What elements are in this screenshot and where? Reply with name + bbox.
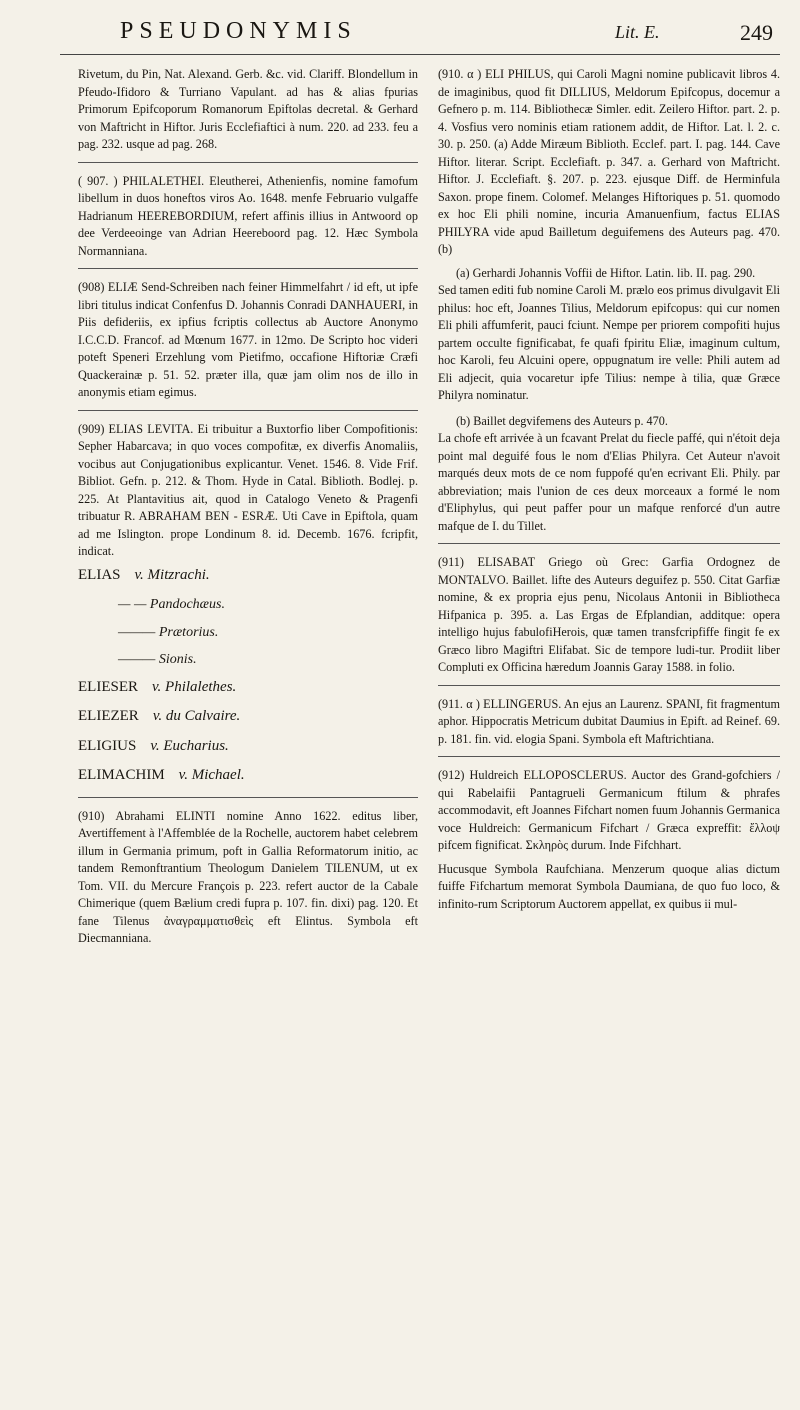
entry-paragraph: Hucusque Symbola Raufchiana. Menzerum quoque alias dictum fuiffe Fifchartum memorat Symbola Daumiana, de quo fuo loco, & infinito-rum Scriptorum Auctorem appellat, ex quibus ii mul- [438, 861, 780, 911]
cross-ref-subentry: ——— Prætorius. [118, 624, 219, 640]
cross-ref-subentry: — — Pandochæus. [118, 597, 225, 612]
left-column [78, 66, 418, 954]
entry-separator [78, 268, 418, 269]
entry-paragraph: (909) ELIAS LEVITA. Ei tribuitur a Buxtorfio liber Compofitionis: Sepher Habarcava; in quo voces compofitæ, ex diverfis Anomaliis, vocibus aut Conjugationibus explicantur. Venet. 1546. 8. Vide Frif. Bibliot. Gefn. p. 212. & Thom. Hyde in Catal. Biblioth. Bodlej. p. 225. At Plantavitius ait, quod in Catalogo Veneto & Pragenfi tribuatur R. ABRAHAM BEN - ESRÆ. Uti Cave in Epiftola, quam ad me Islington. prope Londinum 8. id. Decemb. 1676. fcripfit, indicat. [78, 421, 418, 558]
footnote [438, 265, 780, 405]
cross-reference [78, 738, 418, 756]
cross-ref-name: ELIMACHIM [78, 767, 165, 783]
entry-separator [78, 797, 418, 798]
footnote-text: Sed tamen editi fub nomine Caroli M. prælo eos primus divulgavit Eli philus: hoc eft, Joannes Tilius, Meldorum epifcopus: qui cur nomen Eli phili affumferit, pauci fciunt. Nempe per priorem compofiti hujus partem occulte fignificabat, fe quafi fpiritu Eliæ, imaginum cultum, hoc Karoli, feu Alcuini opere, oppugnatum ire velle: Phili autem ad Eli adjecit, quia vocaretur ipfe Tilius: nempe à tilia, quæ Græce Philyra nominatur. [438, 283, 780, 402]
running-title: PSEUDONYMIS [120, 18, 357, 44]
footnote [438, 413, 780, 536]
entry-paragraph: (908) ELIÆ Send-Schreiben nach feiner Himmelfahrt / id eft, ut ipfe libri titulus indicat Confenfus D. Johannis Conradi DANHAUERI, in Piis defideriis, ex ipfius fcriptis collectus ab Auctore Anonymo I.C.C.D. Francof. ad Mœnum 1677. in 12mo. De Scripto hoc videri poteft Speneri Erzehlung vom Pietifmo, occafione Hiftoriæ Cræfi Quackerainæ p. 51. 52. præter illa, quæ jam olim nos de illo in anonymis etiam egimus. [78, 280, 418, 399]
cross-ref-name: ELIEZER [78, 708, 139, 724]
entry-separator [438, 685, 780, 686]
right-column [438, 66, 780, 919]
entry-paragraph: (912) Huldreich ELLOPOSCLERUS. Auctor des Grand-gofchiers / qui Rabelaifii Pantagrueli Germanicum ftilum & phrafes accommodavit, eft Joannes Fifchart nomen fuum Johannis Germanica voce Huldreich: Germanicum Fifchart / Græca expreffit: ἔλλοψ pifcem fignificat. Σκληρὸς durum. Inde Fifchhart. [438, 768, 780, 852]
cross-ref-target: v. Mitzrachi. [134, 566, 210, 583]
cross-reference [78, 708, 418, 726]
entry-separator [438, 543, 780, 544]
section-label: Lit. E. [615, 22, 660, 42]
entry-paragraph: (910) Abrahami ELINTI nomine Anno 1622. editus liber, Avertiffement à l'Affemblée de la Rochelle, auctorem habet celebrem illum in Germania primum, poft in Gallia Reformatorum initio, ac tandem Remonftrantium Theologum Danielem TILENUM, ut ex Tom. VII. du Mercure François p. 223. refert auctor de la Cabale Chimerique (quem Bælium credi fupra p. 107. fin. dixi) pag. 120. Et fane Tilenus ἀναγραμματισθεὶς eft Elintus. Symbola eft Diecmanniana. [78, 808, 418, 945]
cross-ref-subentry: ——— Sionis. [118, 652, 197, 667]
footnote-head: (a) Gerhardi Johannis Voffii de Hiftor. Latin. lib. II. pag. 290. [456, 265, 756, 280]
cross-ref-target: v. Michael. [178, 767, 245, 783]
cross-ref-name: ELIGIUS [78, 737, 137, 754]
header-rule [60, 54, 780, 55]
cross-reference [78, 679, 418, 697]
page-number: 249 [740, 20, 773, 45]
entry-paragraph: (910. α ) ELI PHILUS, qui Caroli Magni nomine publicavit libros 4. de imaginibus, quod fit DILLIUS, Meldorum Epifcopus, docemur a Gefnero p. m. 114. Bibliothecæ Simler. edit. Zeilero Hiftor. part. 2. p. 4. Vosfius vero nominis etiam rationem addit, de Hiftor. Lat. l. 2. c. 30. p. 250. (a) Adde Miræum Biblioth. Ecclef. part. I. pag. 144. Cave Hiftor. literar. Script. Ecclefiaft. p. 347. a. Gerhard von Maftricht. Hiftor. J. Ecclefiaft. §. 207. p. 223. ejusque Diff. de Herminfula Saxon. prope finem. Colomef. Melanges Hiftoriques p. 51. quomodo ex hoc Eli phili nomine, incuria Amanuenfium, factus ELIAS PHILYRA vide apud Bailletum deguifemens des Auteurs pag. 470. (b) [438, 67, 780, 256]
footnote-text: La chofe eft arrivée à un fcavant Prelat du fiecle paffé, qui n'étoit deja point mal deguifé fous le nom d'Elias Philyra. Cet Auteur n'avoit marqués deux mots de ce nom fuppofé qu'en ecrivant Eli. Phily. par abbreviation; mais l'union de ces deux morceaux a formé le nom d'Eliphylus, qui peut paffer pour un mafque renforcé d'un autre mafque de I. du Tillet. [438, 431, 780, 533]
cross-reference [78, 567, 418, 585]
cross-reference [78, 767, 418, 785]
entry-separator [78, 162, 418, 163]
entry-separator [438, 756, 780, 757]
entry-paragraph: ( 907. ) PHILALETHEI. Eleutherei, Athenienfis, nomine famofum libellum in duos honeftos viros Ao. 1648. menfe Februario vulgaffe Hadrianum HEEREBORDIUM, refert affinis illius in Antwoord op dee Verdeeoinge van Adrian Heereboord pag. 12. Hæc Symbola Normanniana. [78, 173, 418, 258]
footnote-head: (b) Baillet degvifemens des Auteurs p. 470. [456, 413, 668, 428]
cross-ref-target: v. Philalethes. [152, 678, 237, 695]
entry-separator [78, 410, 418, 411]
running-header [60, 18, 780, 52]
entry-paragraph: (911. α ) ELLINGERUS. An ejus an Laurenz. SPANI, fit fragmentum aphor. Hippocratis Metricum dubitat Daumius in Epift. ad Reinef. 69. p. 181. fin. vid. elogia Spani. Symbola eft Maftrichtiana. [438, 696, 780, 746]
cross-ref-name: ELIAS [78, 566, 121, 583]
entry-paragraph: (911) ELISABAT Griego où Grec: Garfia Ordognez de MONTALVO. Baillet. lifte des Auteurs deguifez p. 550. Citat Garfiæ nomine, & ex propria ejus penu, Nicolaus Antonii in Bibliotheca Hifpanica p. 395. a. Las Ergas de Efplandian, additque: opera intelligo hujus fabulofiHerois, quæ tamen transfcripfiffe fingit fe ex Græco libro Magiftri Elifabat. Sic de tempore ludi-tur. Prodiit liber Compluti ex Officina hæredum Joannis Garay 1588. in folio. [438, 555, 780, 674]
cross-ref-target: v. du Calvaire. [152, 708, 241, 724]
cross-ref-target: v. Eucharius. [150, 737, 229, 754]
cross-ref-name: ELIESER [78, 678, 138, 695]
entry-paragraph: Rivetum, du Pin, Nat. Alexand. Gerb. &c. vid. Clariff. Blondellum in Pfeudo-Ifidoro & Turriano Vapulant. ad has & alias fpurias Primorum Epifcoporum Romanorum Epiftolas decretal. & Gerhard von Maftricht in Hiftor. Juris Ecclefiaftici à num. 220. ad 233. feu a pag. 232. usque ad pag. 268. [78, 67, 418, 151]
